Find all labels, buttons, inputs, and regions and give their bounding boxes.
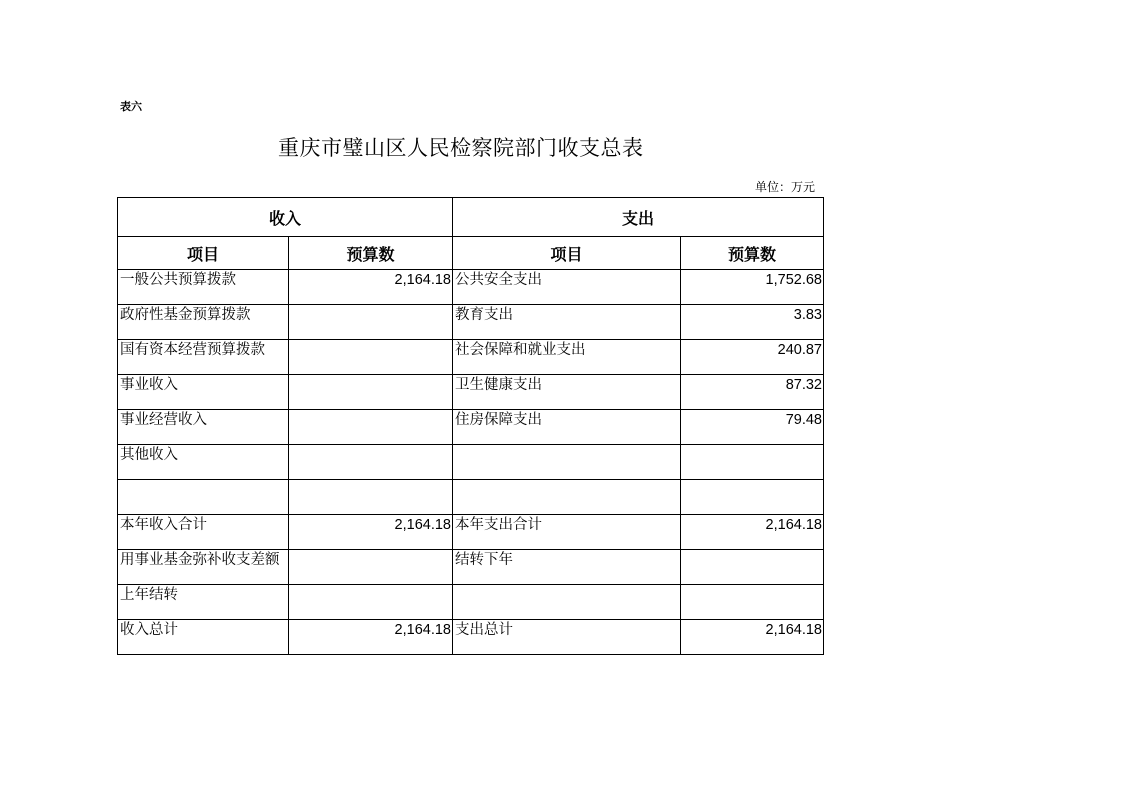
income-budget-cell: 2,164.18 — [289, 515, 453, 550]
section-header-row — [118, 198, 824, 237]
expense-item-cell — [453, 480, 681, 515]
table-row — [118, 410, 824, 445]
table-row — [118, 445, 824, 480]
expense-budget-cell: 3.83 — [681, 305, 824, 340]
budget-summary-table — [117, 197, 824, 655]
expense-item-cell: 教育支出 — [453, 305, 681, 340]
income-budget-cell: 2,164.18 — [289, 620, 453, 655]
expense-item-cell: 支出总计 — [453, 620, 681, 655]
income-item-cell — [118, 480, 289, 515]
expense-item-cell: 公共安全支出 — [453, 270, 681, 305]
table-row — [118, 305, 824, 340]
table-row — [118, 550, 824, 585]
income-section-header: 收入 — [118, 198, 453, 237]
income-item-cell: 一般公共预算拨款 — [118, 270, 289, 305]
income-item-cell: 政府性基金预算拨款 — [118, 305, 289, 340]
expense-section-header: 支出 — [453, 198, 824, 237]
expense-budget-cell: 79.48 — [681, 410, 824, 445]
expense-item-cell — [453, 445, 681, 480]
column-header-row — [118, 237, 824, 270]
expense-budget-cell — [681, 550, 824, 585]
unit-label: 单位：万元 — [755, 180, 816, 194]
expense-budget-cell — [681, 445, 824, 480]
income-item-cell: 国有资本经营预算拨款 — [118, 340, 289, 375]
expense-item-cell: 卫生健康支出 — [453, 375, 681, 410]
expense-item-cell: 结转下年 — [453, 550, 681, 585]
income-item-cell: 事业收入 — [118, 375, 289, 410]
table-row — [118, 340, 824, 375]
table-number-label: 表六 — [120, 100, 142, 113]
expense-budget-cell: 1,752.68 — [681, 270, 824, 305]
expense-budget-cell: 2,164.18 — [681, 620, 824, 655]
income-budget-cell — [289, 340, 453, 375]
expense-item-cell: 本年支出合计 — [453, 515, 681, 550]
income-budget-cell — [289, 585, 453, 620]
income-item-cell: 收入总计 — [118, 620, 289, 655]
table-body — [118, 270, 824, 655]
table-row — [118, 480, 824, 515]
page-title: 重庆市璧山区人民检察院部门收支总表 — [278, 136, 644, 160]
income-budget-cell — [289, 445, 453, 480]
expense-item-cell: 社会保障和就业支出 — [453, 340, 681, 375]
expense-item-cell: 住房保障支出 — [453, 410, 681, 445]
income-item-cell: 事业经营收入 — [118, 410, 289, 445]
expense-budget-cell: 87.32 — [681, 375, 824, 410]
income-item-cell: 本年收入合计 — [118, 515, 289, 550]
income-budget-cell — [289, 375, 453, 410]
table-row — [118, 270, 824, 305]
expense-item-header: 项目 — [453, 237, 681, 270]
income-item-cell: 上年结转 — [118, 585, 289, 620]
income-item-cell: 其他收入 — [118, 445, 289, 480]
income-budget-cell — [289, 550, 453, 585]
expense-budget-cell — [681, 585, 824, 620]
income-item-header: 项目 — [118, 237, 289, 270]
expense-budget-cell: 2,164.18 — [681, 515, 824, 550]
expense-budget-cell — [681, 480, 824, 515]
income-budget-header: 预算数 — [289, 237, 453, 270]
table-row — [118, 620, 824, 655]
income-budget-cell — [289, 305, 453, 340]
income-budget-cell: 2,164.18 — [289, 270, 453, 305]
income-budget-cell — [289, 480, 453, 515]
table-row — [118, 515, 824, 550]
expense-budget-header: 预算数 — [681, 237, 824, 270]
income-budget-cell — [289, 410, 453, 445]
income-item-cell: 用事业基金弥补收支差额 — [118, 550, 289, 585]
table-row — [118, 585, 824, 620]
expense-item-cell — [453, 585, 681, 620]
expense-budget-cell: 240.87 — [681, 340, 824, 375]
table-row — [118, 375, 824, 410]
